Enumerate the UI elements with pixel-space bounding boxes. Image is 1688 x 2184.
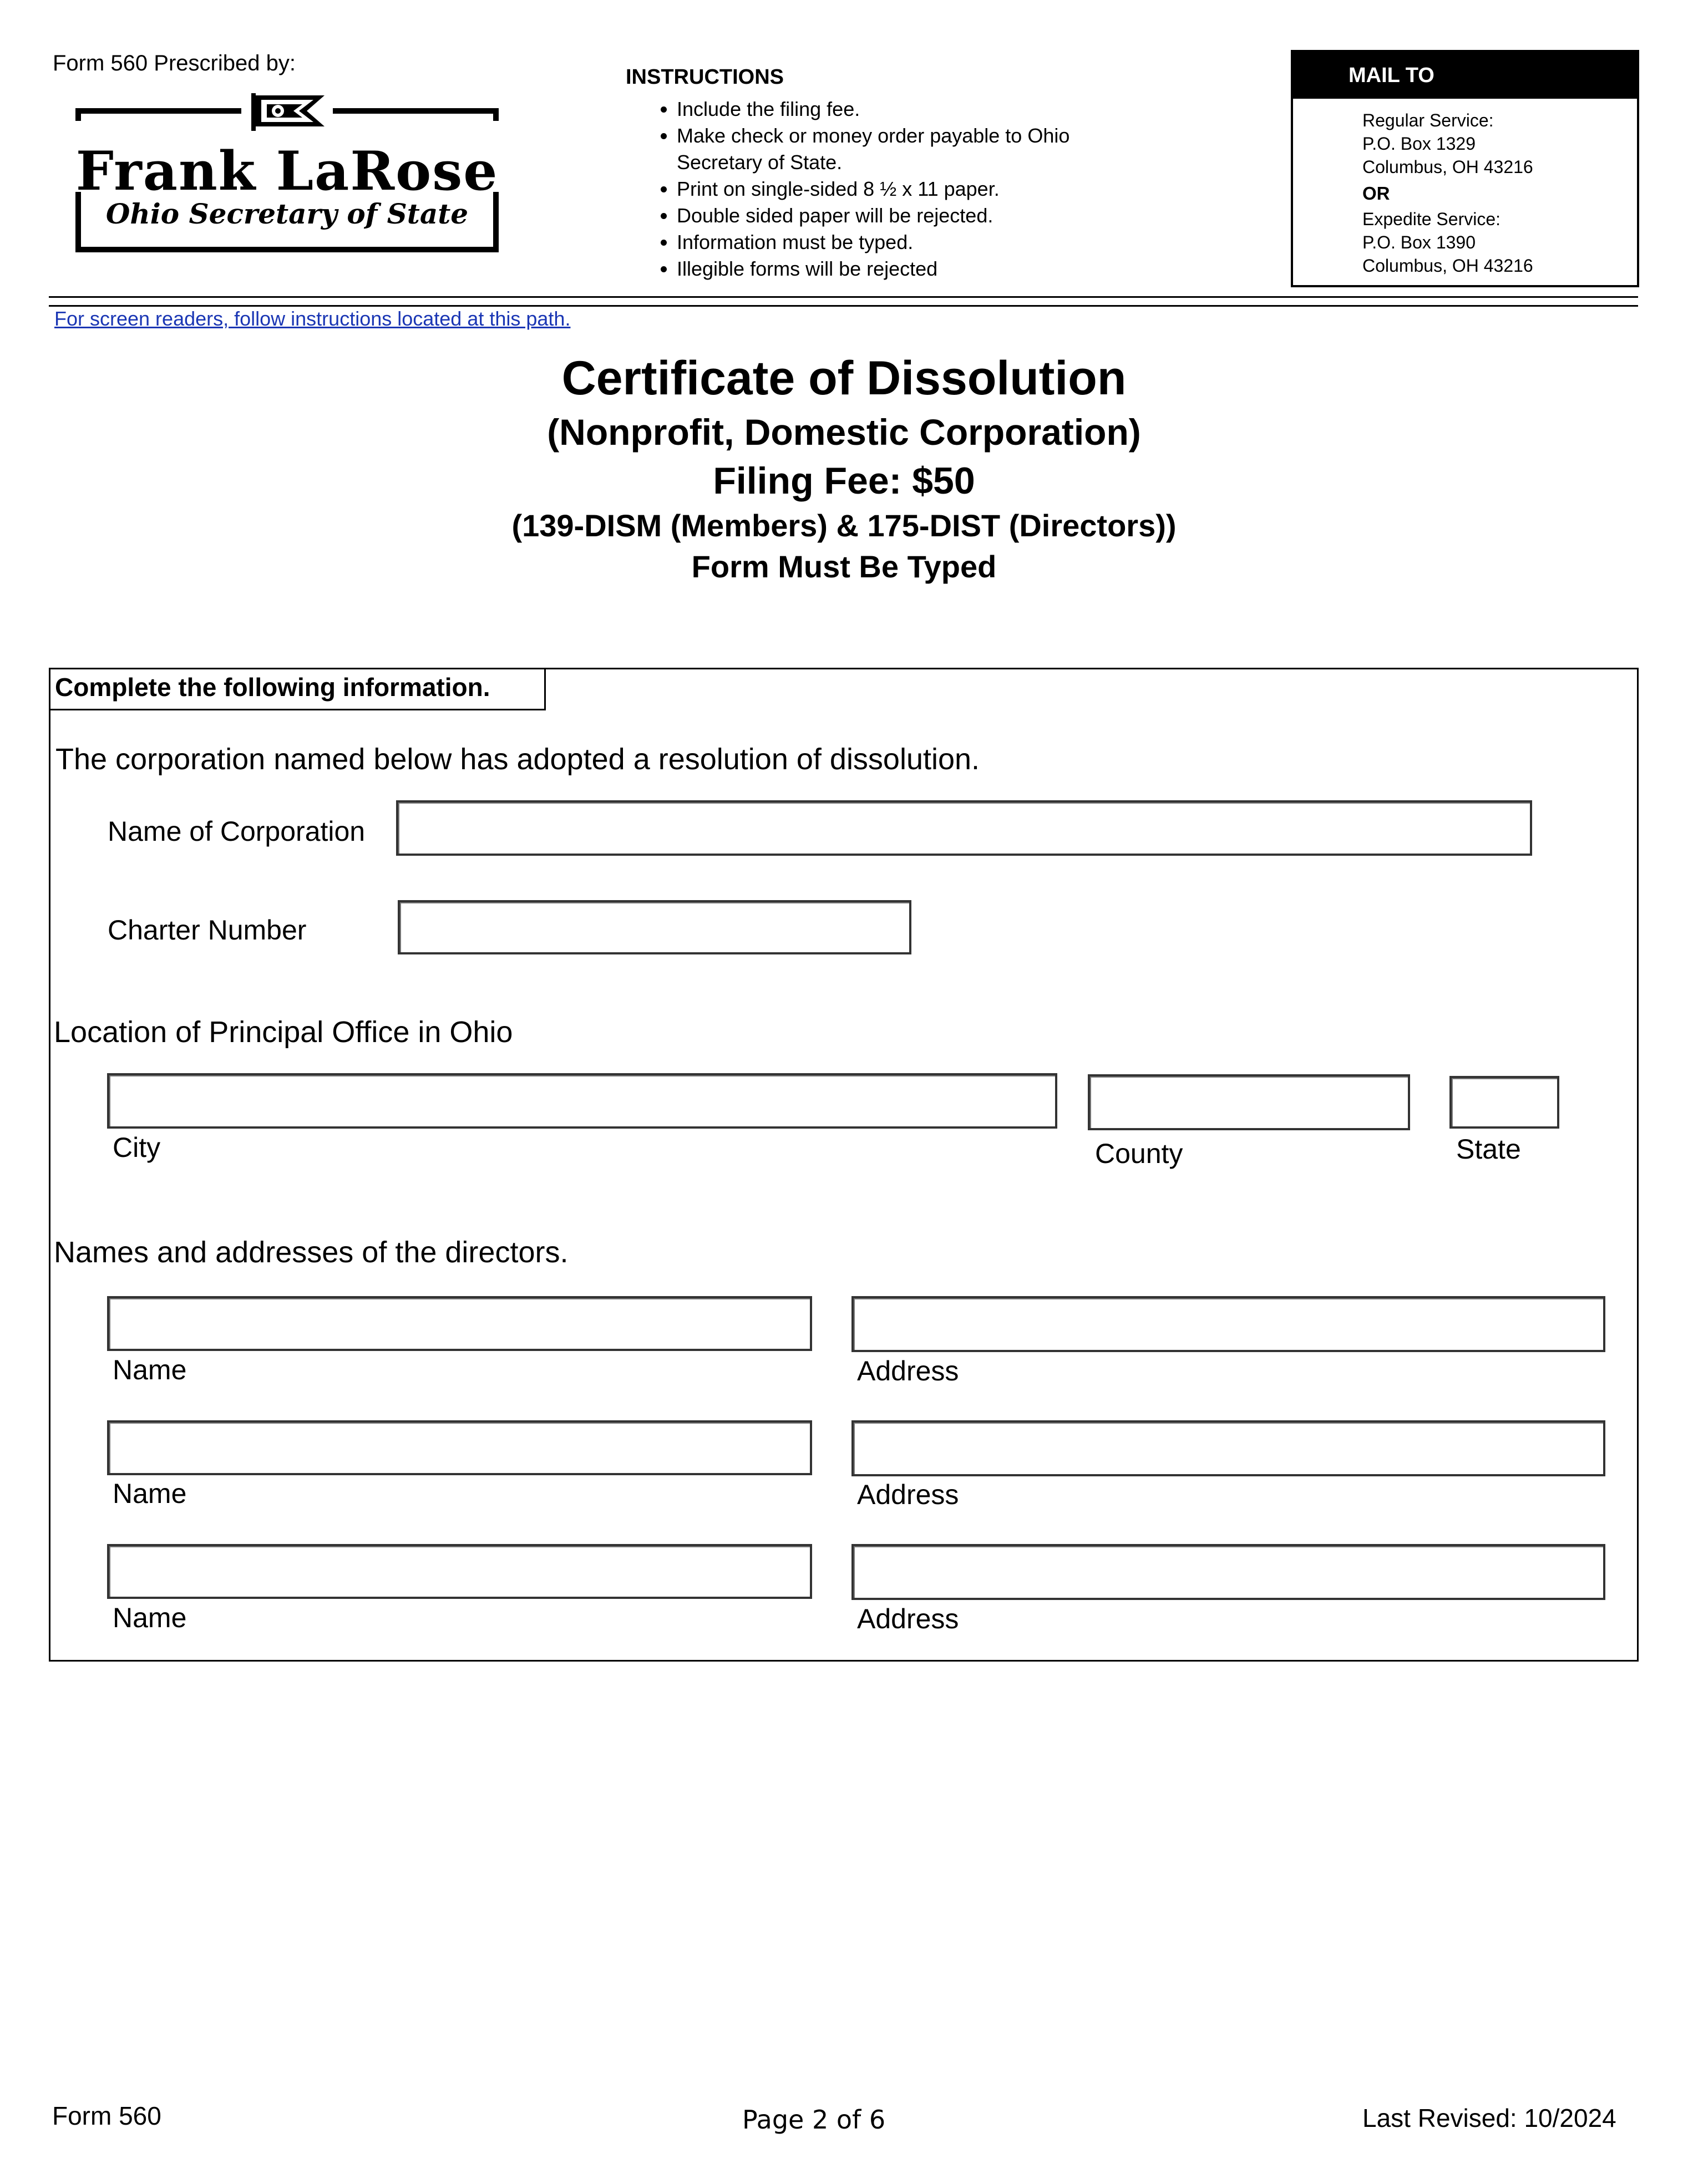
- director-name-input[interactable]: [107, 1420, 812, 1475]
- or-label: OR: [1362, 183, 1390, 204]
- director-name-label: Name: [113, 1354, 187, 1385]
- expedite-service-label: Expedite Service:: [1362, 209, 1501, 229]
- director-address-input[interactable]: [851, 1420, 1605, 1476]
- county-input[interactable]: [1088, 1074, 1410, 1130]
- header-divider: [49, 305, 1638, 307]
- directors-heading: Names and addresses of the directors.: [54, 1236, 569, 1269]
- instruction-item: • Print on single-sided 8 ½ x 11 paper.: [677, 176, 1069, 202]
- instructions-title: INSTRUCTIONS: [626, 65, 784, 89]
- director-address-input[interactable]: [851, 1296, 1605, 1352]
- expedite-service-city: Columbus, OH 43216: [1362, 256, 1533, 276]
- instruction-item: • Make check or money order payable to Ohio Secretary of State.: [677, 123, 1076, 176]
- filing-fee: Filing Fee: $50: [713, 460, 975, 502]
- dissolution-statement: The corporation named below has adopted a resolution of dissolution.: [55, 743, 980, 776]
- mail-to-box: [1291, 50, 1639, 287]
- city-input[interactable]: [107, 1073, 1057, 1129]
- director-address-label: Address: [857, 1603, 959, 1634]
- corp-name-label: Name of Corporation: [108, 816, 366, 847]
- section-tab: Complete the following information.: [49, 668, 546, 710]
- mail-to-title: MAIL TO: [1293, 52, 1637, 99]
- charter-number-label: Charter Number: [108, 915, 307, 946]
- footer-last-revised: Last Revised: 10/2024: [1362, 2104, 1616, 2132]
- instruction-item: • Include the filing fee.: [677, 96, 1069, 123]
- director-name-label: Name: [113, 1602, 187, 1633]
- director-name-input[interactable]: [107, 1296, 812, 1351]
- corp-name-input[interactable]: [396, 800, 1532, 856]
- instructions-list: [626, 96, 1069, 282]
- logo-subtitle: Ohio Secretary of State: [105, 197, 469, 230]
- prescribed-by-label: Form 560 Prescribed by:: [53, 51, 296, 75]
- mail-to-addresses: [1293, 99, 1637, 277]
- county-label: County: [1095, 1138, 1183, 1169]
- director-name-label: Name: [113, 1478, 187, 1509]
- regular-service-label: Regular Service:: [1362, 110, 1494, 130]
- director-address-label: Address: [857, 1355, 959, 1386]
- footer-page-number: Page 2 of 6: [742, 2105, 886, 2135]
- city-label: City: [113, 1132, 161, 1163]
- footer-form-number: Form 560: [52, 2101, 161, 2130]
- instruction-item: • Illegible forms will be rejected: [677, 256, 1069, 282]
- header-divider: [49, 296, 1638, 298]
- filing-codes: (139-DISM (Members) & 175-DIST (Directors)): [511, 508, 1177, 543]
- page-title: Certificate of Dissolution: [561, 352, 1127, 405]
- screen-reader-link[interactable]: For screen readers, follow instructions located at this path.: [54, 307, 571, 330]
- director-address-label: Address: [857, 1479, 959, 1510]
- regular-service-box: P.O. Box 1329: [1362, 134, 1476, 154]
- director-name-input[interactable]: [107, 1544, 812, 1599]
- instructions-block: [626, 65, 1069, 282]
- instruction-item: • Double sided paper will be rejected.: [677, 202, 1069, 229]
- charter-number-input[interactable]: [398, 900, 911, 954]
- instruction-item: • Information must be typed.: [677, 229, 1069, 256]
- typed-notice: Form Must Be Typed: [691, 549, 997, 584]
- location-heading: Location of Principal Office in Ohio: [54, 1015, 513, 1049]
- state-input[interactable]: [1449, 1076, 1559, 1129]
- director-address-input[interactable]: [851, 1544, 1605, 1600]
- secretary-of-state-logo: [75, 89, 499, 255]
- page-subtitle: (Nonprofit, Domestic Corporation): [547, 412, 1141, 453]
- form-title-block: [0, 349, 1688, 587]
- logo-name: Frank LaRose: [75, 140, 499, 202]
- regular-service-city: Columbus, OH 43216: [1362, 157, 1533, 177]
- state-label: State: [1456, 1134, 1521, 1165]
- expedite-service-box: P.O. Box 1390: [1362, 232, 1476, 252]
